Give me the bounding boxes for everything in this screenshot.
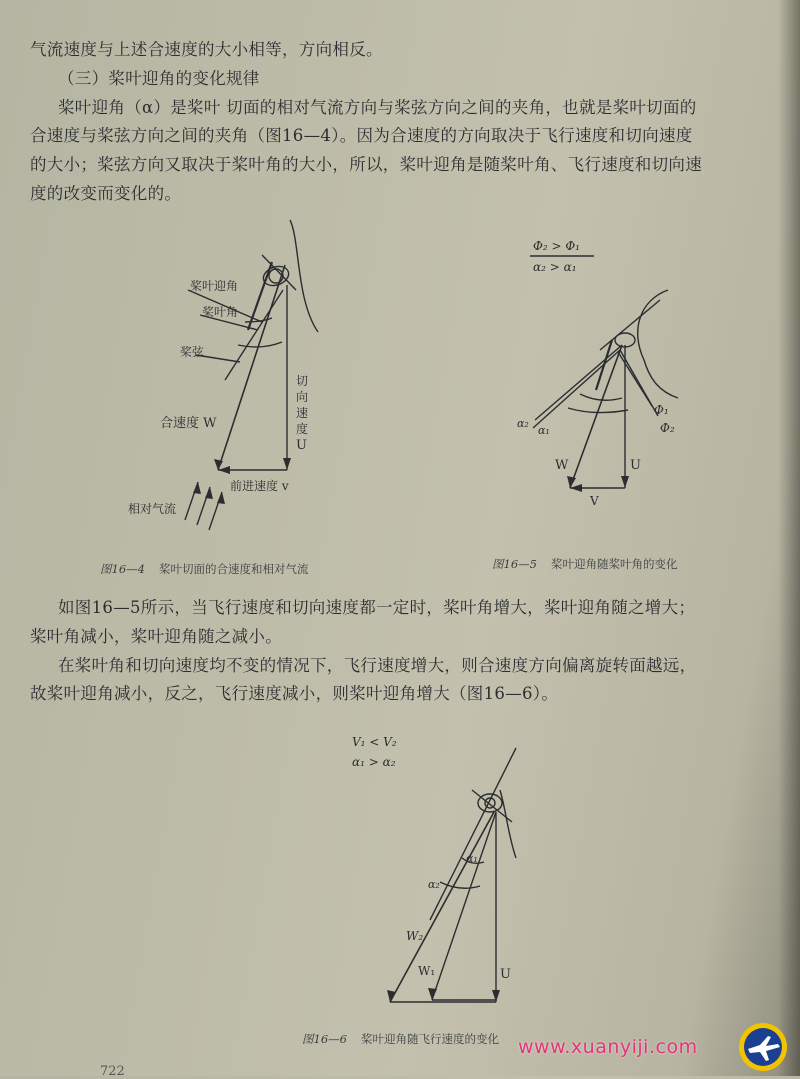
text-line-1: 气流速度与上述合速度的大小相等，方向相反。	[30, 40, 383, 59]
label-16-5-w: W	[555, 458, 569, 473]
label-16-6-w2: W₂	[406, 929, 424, 943]
caption-16-6-number: 图16—6	[302, 1032, 347, 1046]
label-tangential-1: 切	[296, 374, 309, 388]
para1-line2: 合速度与桨弦方向之间的夹角（图16—4）。因为合速度的方向取决于飞行速度和切向速度	[30, 126, 693, 145]
label-tangential-2: 向	[296, 390, 309, 404]
label-tangential-3: 速	[296, 406, 309, 420]
label-16-6-alpha1: α₁	[466, 852, 478, 865]
formula-16-5-phi: Φ₂ > Φ₁	[533, 239, 580, 253]
para1-line3: 的大小；桨弦方向又取决于桨叶角的大小，所以，桨叶迎角是随桨叶角、飞行速度和切向速	[30, 155, 702, 174]
caption-16-6	[302, 1031, 499, 1047]
label-chord: 桨弦	[180, 345, 205, 359]
label-16-5-phi2: Φ₂	[660, 421, 675, 435]
para1-line1: 桨叶迎角（α）是桨叶 切面的相对气流方向与桨弦方向之间的夹角，也就是桨叶切面的	[58, 98, 697, 117]
label-tangential-4: 度	[296, 422, 309, 436]
label-16-6-u: U	[500, 967, 511, 982]
label-relative-flow: 相对气流	[128, 502, 177, 516]
formula-16-5-alpha: α₂ > α₁	[533, 260, 577, 274]
caption-16-5-number: 图16—5	[492, 557, 537, 571]
label-16-6-w1: W₁	[418, 964, 436, 978]
caption-16-5-text: 桨叶迎角随桨叶角的变化	[550, 557, 678, 571]
page-number: 722	[100, 1064, 125, 1079]
label-16-5-u: U	[630, 458, 641, 473]
caption-16-4-text: 桨叶切面的合速度和相对气流	[158, 562, 309, 576]
watermark-url: www.xuanyiji.com	[518, 1036, 698, 1058]
para1-line4: 度的改变而变化的。	[30, 184, 182, 203]
label-forward-v: 前进速度 v	[230, 479, 289, 493]
label-16-6-alpha2: α₂	[428, 878, 440, 891]
formula-16-6-v: V₁ < V₂	[352, 735, 397, 749]
para2-line2: 桨叶角减小，桨叶迎角随之减小。	[30, 627, 282, 646]
caption-16-6-text: 桨叶迎角随飞行速度的变化	[360, 1032, 499, 1046]
label-16-5-alpha1: α₁	[538, 424, 550, 437]
label-16-5-v: V	[590, 494, 599, 508]
formula-16-6-alpha: α₁ > α₂	[352, 755, 396, 769]
para3-line2: 故桨叶迎角减小，反之，飞行速度减小，则桨叶迎角增大（图16—6）。	[30, 684, 559, 703]
label-blade-angle: 桨叶角	[202, 305, 239, 319]
caption-16-4-number: 图16—4	[100, 562, 145, 576]
label-resultant-w: 合速度 W	[160, 416, 217, 431]
para3-line1: 在桨叶角和切向速度均不变的情况下，飞行速度增大，则合速度方向偏离旋转面越远，	[58, 656, 697, 675]
site-logo-icon	[738, 1022, 788, 1072]
label-16-5-phi1: Φ₁	[654, 403, 669, 417]
label-16-5-alpha2: α₂	[517, 417, 529, 430]
section-heading: （三）桨叶迎角的变化规律	[58, 69, 260, 88]
label-tangential-u: U	[296, 438, 307, 453]
para2-line1: 如图16—5所示，当飞行速度和切向速度都一定时，桨叶角增大，桨叶迎角随之增大；	[58, 598, 696, 617]
label-angle-of-attack: 桨叶迎角	[190, 279, 239, 293]
